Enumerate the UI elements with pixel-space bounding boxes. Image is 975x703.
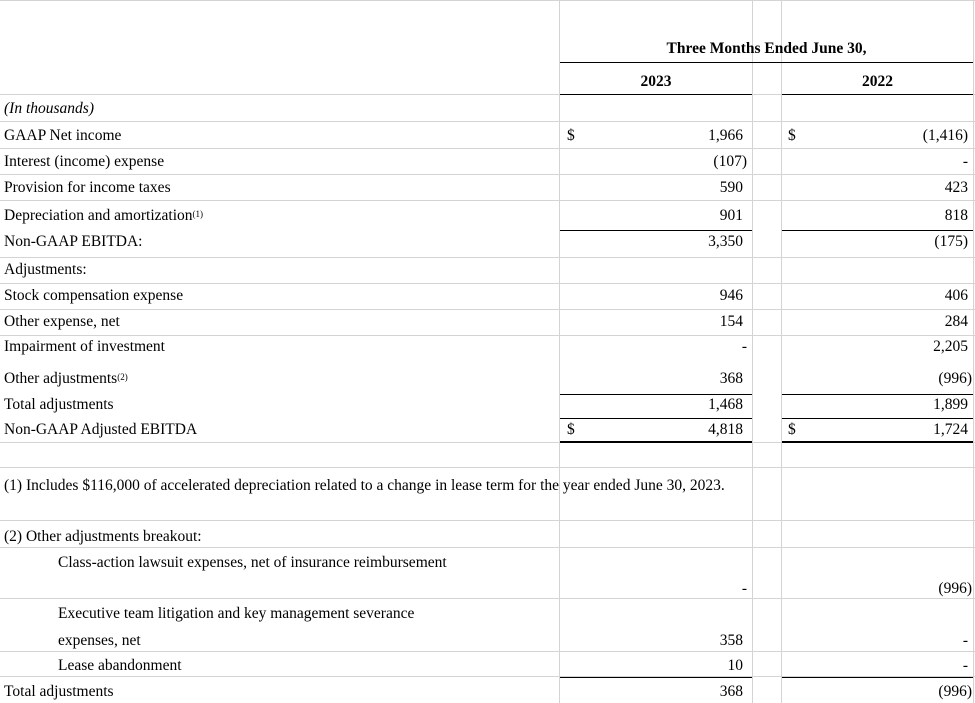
- value-2022: (175): [934, 233, 968, 250]
- grid-row-line: [0, 200, 975, 201]
- value-2023: 358: [719, 632, 743, 649]
- value-2023: 1,468: [708, 396, 743, 413]
- subtotal-rule: [560, 394, 752, 395]
- footnote-1: (1) Includes $116,000 of accelerated depreciation related to a change in lease term for the year ended June 30, 2023.: [4, 477, 725, 494]
- value-2022: -: [962, 153, 968, 170]
- header-rule: [560, 62, 973, 63]
- value-2022: -: [962, 657, 968, 674]
- value-2022: 406: [944, 287, 968, 304]
- section-label: Adjustments:: [4, 261, 87, 278]
- breakout-label: Class-action lawsuit expenses, net of insurance reimbursement: [58, 554, 447, 571]
- value-2023: 3,350: [708, 233, 743, 250]
- grid-row-line: [0, 257, 975, 258]
- breakout-label: Executive team litigation and key management severance: [58, 605, 415, 622]
- value-2023: -: [741, 580, 747, 597]
- breakout-total-rule: [782, 677, 973, 678]
- value-2022: (996): [938, 683, 972, 700]
- grid-row-line: [0, 121, 975, 122]
- currency-symbol: $: [567, 127, 575, 144]
- value-2022: 1,899: [933, 396, 968, 413]
- header-rule-2023: [560, 94, 752, 95]
- breakout-title: (2) Other adjustments breakout:: [4, 528, 202, 545]
- grid-row-line: [0, 598, 975, 599]
- grid-row-line: [0, 335, 975, 336]
- row-label: Impairment of investment: [4, 338, 165, 355]
- total-rule-bottom: [560, 441, 752, 443]
- grid-row-line: [0, 174, 975, 175]
- grid-row-line: [0, 0, 975, 1]
- value-2022: (996): [938, 370, 972, 387]
- value-2022: (1,416): [922, 127, 968, 144]
- currency-symbol: $: [788, 421, 796, 438]
- row-label: [4, 370, 128, 388]
- value-2023: -: [741, 338, 747, 355]
- value-2022: -: [962, 632, 968, 649]
- row-label: Other expense, net: [4, 313, 120, 330]
- grid-row-line: [0, 467, 975, 468]
- value-2023: 368: [719, 683, 743, 700]
- value-2022: (996): [938, 580, 972, 597]
- breakout-label: expenses, net: [58, 632, 141, 649]
- value-2023: 368: [719, 370, 743, 387]
- subtotal-rule: [782, 230, 973, 231]
- column-header-2022: 2022: [862, 73, 893, 90]
- breakout-total-rule: [560, 677, 752, 678]
- value-2022: 1,724: [933, 421, 968, 438]
- value-2023: (107): [713, 153, 747, 170]
- total-rule-top: [782, 418, 973, 419]
- value-2023: 154: [719, 313, 743, 330]
- period-header: Three Months Ended June 30,: [666, 40, 867, 57]
- row-label: GAAP Net income: [4, 127, 122, 144]
- header-rule-2022: [782, 94, 973, 95]
- row-label: Stock compensation expense: [4, 287, 184, 304]
- value-2023: 590: [719, 179, 743, 196]
- grid-row-line: [0, 309, 975, 310]
- value-2023: 10: [727, 657, 743, 674]
- currency-symbol: $: [788, 127, 796, 144]
- footnote-marker: (2): [117, 372, 128, 382]
- value-2022: 423: [944, 179, 968, 196]
- row-label: Non-GAAP EBITDA:: [4, 233, 143, 250]
- row-label: [4, 207, 203, 225]
- row-label: Total adjustments: [4, 396, 114, 413]
- value-2022: 284: [944, 313, 968, 330]
- subtotal-rule: [560, 230, 752, 231]
- column-header-2023: 2023: [640, 73, 672, 90]
- value-2023: 901: [719, 207, 743, 224]
- value-2023: 946: [719, 287, 743, 304]
- grid-row-line: [0, 520, 975, 521]
- row-label: Non-GAAP Adjusted EBITDA: [4, 421, 198, 438]
- row-label: Provision for income taxes: [4, 179, 171, 196]
- row-label-text: Other adjustments: [4, 370, 118, 387]
- grid-row-line: [0, 283, 975, 284]
- subtotal-rule: [782, 394, 973, 395]
- row-label: Total adjustments: [4, 683, 114, 700]
- currency-symbol: $: [567, 421, 575, 438]
- row-label: Interest (income) expense: [4, 153, 165, 170]
- grid-row-line: [0, 148, 975, 149]
- value-2023: 4,818: [708, 421, 743, 438]
- total-rule-top: [560, 418, 752, 419]
- total-rule-bottom: [782, 441, 973, 443]
- breakout-label: Lease abandonment: [58, 657, 182, 674]
- value-2022: 818: [944, 207, 968, 224]
- row-label-text: Depreciation and amortization: [4, 207, 193, 224]
- units-note: (In thousands): [4, 100, 94, 117]
- grid-row-line: [0, 651, 975, 652]
- value-2022: 2,205: [933, 338, 968, 355]
- value-2023: 1,966: [708, 127, 743, 144]
- grid-row-line: [0, 547, 975, 548]
- footnote-marker: (1): [192, 209, 204, 219]
